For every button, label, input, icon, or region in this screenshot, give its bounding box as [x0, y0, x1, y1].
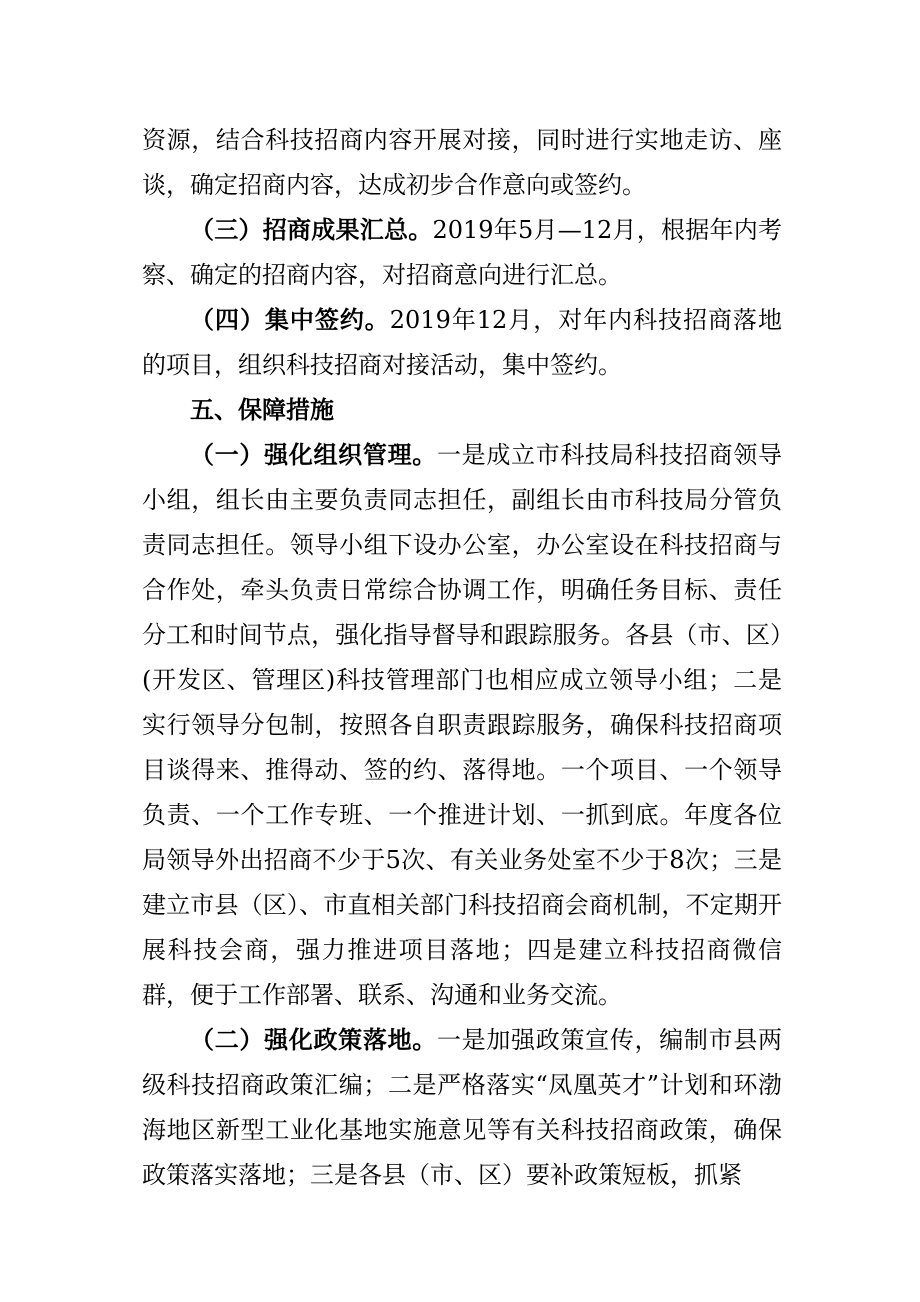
- section-heading: [142, 388, 782, 433]
- paragraph-centralized-signing: [142, 298, 782, 388]
- paragraph-text: 一是加强政策宣传，编制市县两级科技招商政策汇编；二是严格落实“凤凰英才”计划和环渤海地区新型工业化基地实施意见等有关科技招商政策，确保政策落实落地；三是各县（市、区）要补政策短板，抓紧: [142, 1026, 783, 1189]
- paragraph-heading: （一）强化组织管理。: [190, 441, 437, 469]
- document-body: [142, 118, 782, 1198]
- paragraph-organization-management: [142, 433, 782, 1018]
- paragraph-continuation: [142, 118, 782, 208]
- paragraph-results-summary: [142, 208, 782, 298]
- section-title: 五、保障措施: [190, 396, 334, 424]
- paragraph-text: 一是成立市科技局科技招商领导小组，组长由主要负责同志担任，副组长由市科技局分管负责同志担任。领导小组下设办公室，办公室设在科技招商与合作处，牵头负责日常综合协调工作，明确任务目标、责任分工和时间节点，强化指导督导和跟踪服务。各县（市、区）(开发区、管理区)科技管理部门也相应成立领导小组；二是实行领导分包制，按照各自职责跟踪服务，确保科技招商项目谈得来、推得动、签的约、落得地。一个项目、一个领导负责、一个工作专班、一个推进计划、一抓到底。年度各位局领导外出招商不少于5次、有关业务处室不少于8次；三是建立市县（区）、市直相关部门科技招商会商机制，不定期开展科技会商，强力推进项目落地；四是建立科技招商微信群，便于工作部署、联系、沟通和业务交流。: [142, 441, 783, 1009]
- paragraph-text: 资源，结合科技招商内容开展对接，同时进行实地走访、座谈，确定招商内容，达成初步合作意向或签约。: [142, 126, 782, 199]
- paragraph-heading: （四）集中签约。: [190, 306, 390, 334]
- paragraph-heading: （三）招商成果汇总。: [190, 216, 433, 244]
- paragraph-policy-implementation: [142, 1018, 782, 1198]
- paragraph-text: 2019年12月，对年内科技招商落地的项目，组织科技招商对接活动，集中签约。: [142, 306, 782, 379]
- paragraph-text: 2019年5月—12月，根据年内考察、确定的招商内容，对招商意向进行汇总。: [142, 216, 782, 289]
- paragraph-heading: （二）强化政策落地。: [190, 1026, 437, 1054]
